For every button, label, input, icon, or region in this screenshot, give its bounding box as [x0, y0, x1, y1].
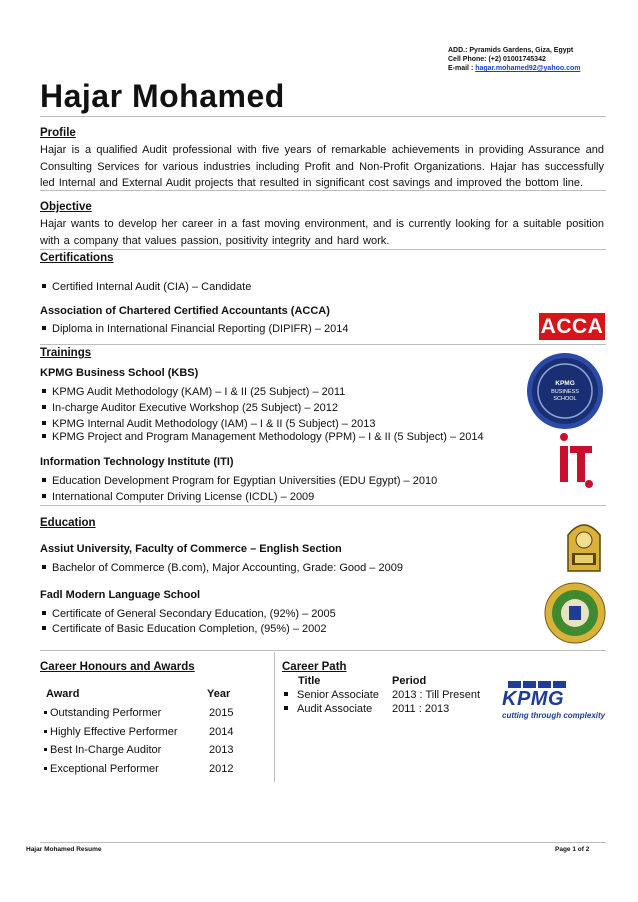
contact-phone: Cell Phone: (+2) 01001745342 [448, 56, 546, 63]
contact-block [448, 46, 580, 73]
divider [40, 650, 606, 651]
bullet-icon [44, 730, 47, 733]
kbs-item-text: KPMG Internal Audit Methodology (IAM) – I & II (5 Subject) – 2013 [52, 418, 376, 430]
table-row [44, 726, 178, 738]
kpmg-business-school-logo-icon [526, 352, 604, 430]
career-col-period: Period [392, 675, 427, 687]
career-col-title: Title [298, 675, 321, 687]
bullet-icon [42, 405, 46, 409]
trainings-heading: Trainings [40, 347, 92, 359]
bullet-icon [42, 626, 46, 630]
acca-heading: Association of Chartered Certified Accountants (ACCA) [40, 305, 330, 317]
list-item [40, 623, 327, 635]
bullet-icon [42, 284, 46, 288]
contact-email-line [448, 64, 580, 73]
footer-left: Hajar Mohamed Resume [26, 846, 102, 853]
iti-heading: Information Technology Institute (ITI) [40, 456, 234, 468]
bullet-icon [42, 434, 46, 438]
divider [40, 505, 606, 506]
bullet-icon [284, 692, 288, 696]
list-item [40, 431, 484, 443]
kbs-logo-line: KPMG [555, 380, 575, 387]
column-divider [274, 652, 275, 782]
email-link[interactable]: hagar.mohamed92@yahoo.com [475, 65, 581, 72]
fadl-item-text: Certificate of Basic Education Completion, (95%) – 2002 [52, 623, 327, 635]
table-row [44, 707, 161, 719]
award-name: Highly Effective Performer [50, 726, 178, 738]
fadl-heading: Fadl Modern Language School [40, 589, 201, 601]
fadl-item-text: Certificate of General Secondary Education, (92%) – 2005 [52, 608, 336, 620]
iti-item-text: International Computer Driving License (ICDL) – 2009 [52, 491, 315, 503]
certification-cia: Certified Internal Audit (CIA) – Candidate [52, 281, 252, 293]
career-title: Audit Associate [297, 703, 373, 715]
table-row [284, 689, 379, 701]
bullet-icon [42, 494, 46, 498]
objective-text: Hajar wants to develop her career in a fast moving environment, and is currently looking for a suitable position with a company that values passion, positivity integrity and hard work. [40, 218, 604, 247]
award-year: 2012 [209, 763, 234, 775]
kbs-item-text: KPMG Project and Program Management Methodology (PPM) – I & II (5 Subject) – 2014 [52, 431, 484, 443]
bullet-icon [42, 478, 46, 482]
acca-logo-icon: ACCA [540, 315, 604, 338]
divider [40, 842, 606, 843]
footer-page-number: Page 1 of 2 [555, 846, 590, 853]
bullet-icon [44, 711, 47, 714]
bullet-icon [42, 389, 46, 393]
divider [40, 116, 606, 117]
list-item [40, 323, 349, 335]
kpmg-tagline: cutting through complexity [502, 711, 606, 720]
awards-col-year: Year [207, 688, 231, 700]
divider [40, 190, 606, 191]
career-period: 2011 : 2013 [392, 703, 450, 715]
table-row [44, 744, 161, 756]
list-item [40, 418, 375, 430]
fadl-school-logo-icon [544, 582, 606, 644]
divider [40, 249, 606, 250]
profile-heading: Profile [40, 127, 76, 139]
career-heading: Career Path [282, 661, 347, 673]
list-item [40, 608, 336, 620]
award-year: 2013 [209, 744, 234, 756]
bullet-icon [44, 748, 47, 751]
kpmg-logo-icon [502, 681, 608, 720]
bullet-icon [42, 326, 46, 330]
kbs-logo-line: SCHOOL [553, 396, 577, 402]
kpmg-logo-text: KPMG [502, 688, 564, 710]
awards-col-award: Award [46, 688, 80, 700]
bullet-icon [44, 767, 47, 770]
list-item [40, 562, 403, 574]
bullet-icon [284, 706, 288, 710]
award-name: Best In-Charge Auditor [50, 744, 162, 756]
list-item [40, 491, 314, 503]
bullet-icon [42, 421, 46, 425]
iti-item-text: Education Development Program for Egyptian Universities (EDU Egypt) – 2010 [52, 475, 438, 487]
assiut-item-text: Bachelor of Commerce (B.com), Major Accounting, Grade: Good – 2009 [52, 562, 403, 574]
award-year: 2014 [209, 726, 234, 738]
awards-heading: Career Honours and Awards [40, 661, 195, 673]
list-item [40, 386, 345, 398]
career-period: 2013 : Till Present [392, 689, 481, 701]
candidate-name: Hajar Mohamed [40, 78, 285, 114]
list-item [40, 281, 251, 293]
kpmg-logo-boxes [508, 681, 608, 688]
certification-dipifr: Diploma in International Financial Reporting (DIPIFR) – 2014 [52, 323, 349, 335]
award-year: 2015 [209, 707, 234, 719]
certifications-heading: Certifications [40, 252, 114, 264]
divider [40, 344, 606, 345]
list-item [40, 475, 437, 487]
assiut-university-logo-icon [564, 515, 604, 573]
objective-heading: Objective [40, 201, 92, 213]
email-label: E-mail : [448, 65, 476, 72]
career-title: Senior Associate [297, 689, 379, 701]
contact-address: ADD.: Pyramids Gardens, Giza, Egypt [448, 47, 574, 54]
kbs-item-text: In-charge Auditor Executive Workshop (25 Subject) – 2012 [52, 402, 338, 414]
bullet-icon [42, 611, 46, 615]
kbs-logo-line: BUSINESS [551, 389, 579, 395]
iti-logo-icon [556, 432, 596, 490]
list-item [40, 402, 338, 414]
kbs-heading: KPMG Business School (KBS) [40, 367, 199, 379]
education-heading: Education [40, 517, 96, 529]
profile-text: Hajar is a qualified Audit professional with five years of remarkable achievements in providing Assurance and Consulting Services for various industries including Profit and Non-Profit Organizations. Hajar has successfully led Internal and External Audit projects that resulted in significant cost savings and improved the bottom line. [40, 144, 604, 189]
table-row [44, 763, 159, 775]
award-name: Exceptional Performer [50, 763, 159, 775]
kbs-item-text: KPMG Audit Methodology (KAM) – I & II (25 Subject) – 2011 [52, 386, 346, 398]
table-row [284, 703, 372, 715]
bullet-icon [42, 565, 46, 569]
award-name: Outstanding Performer [50, 707, 162, 719]
assiut-heading: Assiut University, Faculty of Commerce – English Section [40, 543, 342, 555]
